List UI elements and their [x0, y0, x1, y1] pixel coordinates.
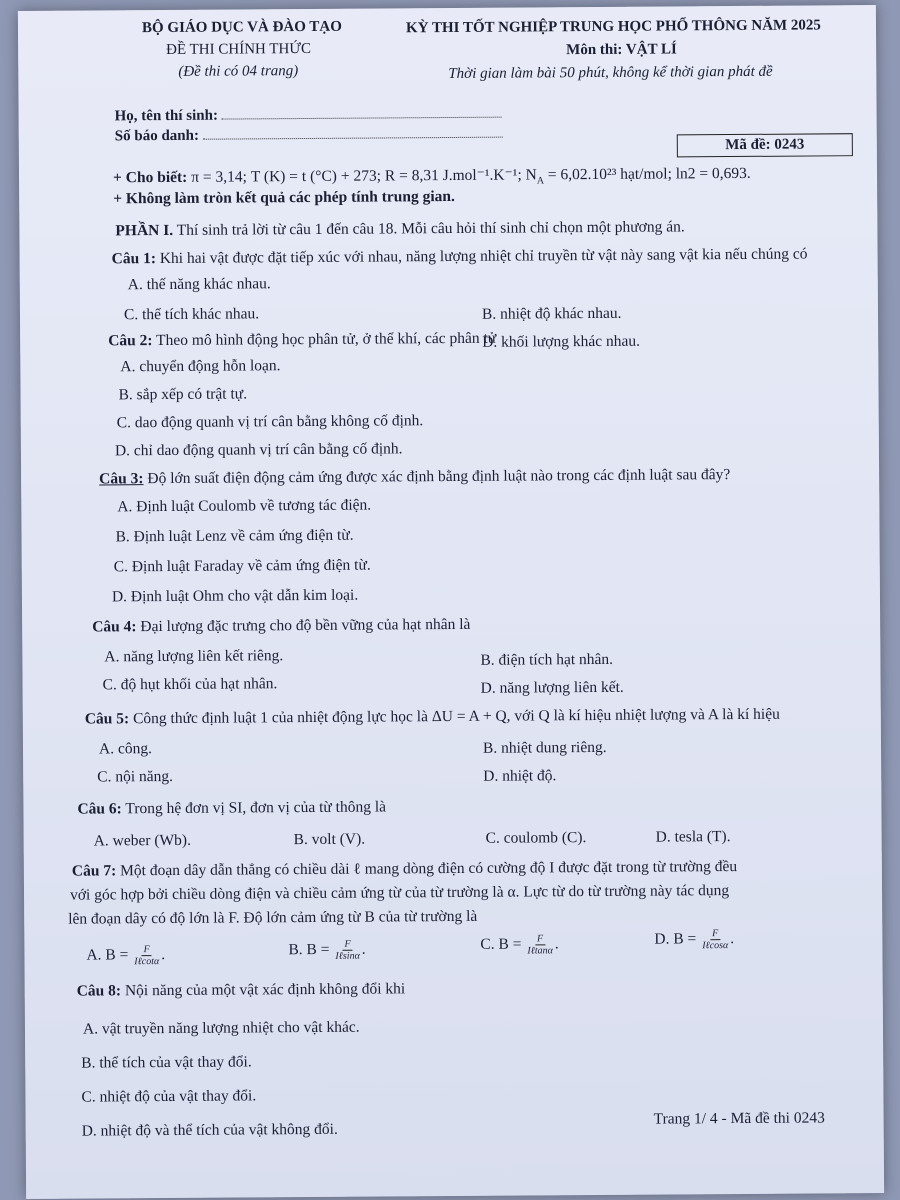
q7-c-suffix: .	[554, 935, 559, 953]
given-label: + Cho biết:	[112, 168, 188, 187]
q7-c-prefix: C. B =	[480, 935, 522, 953]
q8-option-c[interactable]: C. nhiệt độ của vật thay đổi.	[81, 1087, 257, 1106]
q4-option-b[interactable]: B. điện tích hạt nhân.	[480, 650, 614, 669]
q4-text: Đại lượng đặc trưng cho độ bền vững của hạt nhân là	[140, 615, 471, 636]
q1-option-c[interactable]: C. thể tích khác nhau.	[123, 305, 260, 324]
q7-option-d[interactable]	[654, 928, 734, 952]
q7-b-prefix: B. B =	[288, 940, 330, 959]
q7-option-c[interactable]	[480, 933, 558, 957]
q7-b-denominator: Iℓsinα	[335, 950, 360, 962]
q7-c-denominator: Iℓtanα	[527, 945, 553, 957]
q5-label: Câu 5:	[84, 710, 130, 728]
q2-stem	[108, 330, 496, 351]
q6-stem	[77, 798, 386, 818]
q7-c-numerator: F	[535, 933, 545, 945]
given-constants-tail: = 6,02.10²³ hạt/mol; ln2 = 0,693.	[543, 164, 751, 184]
q7-label: Câu 7:	[71, 862, 117, 880]
candidate-id-field[interactable]	[203, 137, 503, 140]
q1-option-b[interactable]: B. nhiệt độ khác nhau.	[481, 304, 622, 323]
q7-a-suffix: .	[161, 946, 166, 964]
given-sub: A	[536, 175, 545, 187]
q3-label: Câu 3:	[99, 470, 144, 488]
exam-time: Thời gian làm bài 50 phút, không kể thời gian phát đề	[448, 63, 773, 83]
q7-d-fraction	[700, 928, 730, 951]
q5-option-b[interactable]: B. nhiệt dung riêng.	[482, 738, 607, 757]
q1-text: Khi hai vật được đặt tiếp xúc với nhau, năng lượng nhiệt chỉ truyền từ vật này sang vật kia nếu chúng có	[159, 245, 808, 268]
candidate-id-label: Số báo danh:	[114, 127, 200, 145]
q1-option-a[interactable]: A. thế năng khác nhau.	[127, 275, 271, 294]
candidate-name-label: Họ, tên thí sinh:	[114, 107, 219, 125]
q4-option-c[interactable]: C. độ hụt khối của hạt nhân.	[102, 675, 278, 694]
candidate-name-field[interactable]	[222, 117, 502, 120]
q5-option-c[interactable]: C. nội năng.	[97, 767, 174, 786]
q5-option-d[interactable]: D. nhiệt độ.	[483, 767, 557, 785]
candidate-name-row	[115, 106, 502, 126]
q7-stem-line-2: với góc hợp bởi chiều dòng điện và chiều cảm ứng từ của từ trường là α. Lực từ do từ trường này tác dụng	[69, 882, 730, 904]
q3-option-a[interactable]: A. Định luật Coulomb về tương tác điện.	[117, 496, 372, 516]
q2-text: Theo mô hình động học phân tử, ở thể khí, các phân tử	[156, 329, 497, 350]
q4-label: Câu 4:	[92, 618, 137, 636]
q8-option-a[interactable]: A. vật truyền năng lượng nhiệt cho vật khác.	[82, 1018, 360, 1038]
q1-label: Câu 1:	[111, 250, 157, 268]
part1-label: PHẦN I.	[115, 221, 174, 240]
q6-option-d[interactable]: D. tesla (T).	[655, 828, 731, 846]
q8-text: Nội năng của một vật xác định không đổi khi	[124, 980, 406, 1000]
part1-text: Thí sinh trả lời từ câu 1 đến câu 18. Mỗi câu hỏi thí sinh chỉ chọn một phương án.	[176, 218, 685, 239]
pages-note: (Đề thi có 04 trang)	[178, 63, 299, 80]
q3-stem	[99, 466, 730, 488]
q2-option-a[interactable]: A. chuyển động hỗn loạn.	[120, 357, 281, 376]
q3-option-d[interactable]: D. Định luật Ohm cho vật dẫn kim loại.	[111, 586, 359, 606]
q7-a-numerator: F	[142, 944, 152, 956]
subject: Môn thi: VẬT LÍ	[566, 41, 677, 59]
q6-option-a[interactable]: A. weber (Wb).	[93, 831, 191, 850]
q6-option-b[interactable]: B. volt (V).	[293, 830, 366, 849]
q4-option-a[interactable]: A. năng lượng liên kết riêng.	[104, 647, 284, 666]
q2-option-c[interactable]: C. dao động quanh vị trí cân bằng không cố định.	[116, 412, 424, 432]
q7-b-numerator: F	[342, 939, 352, 951]
q5-option-a[interactable]: A. công.	[98, 740, 153, 758]
exam-title: KỲ THI TỐT NGHIỆP TRUNG HỌC PHỔ THÔNG NĂM 2025	[405, 17, 821, 37]
q2-option-d[interactable]: D. chỉ dao động quanh vị trí cân bằng cố định.	[114, 440, 403, 460]
q7-d-numerator: F	[710, 928, 720, 940]
q6-label: Câu 6:	[77, 800, 122, 818]
q7-text-1: Một đoạn dây dẫn thẳng có chiều dài ℓ mang dòng điện có cường độ I được đặt trong từ trường đều	[120, 858, 738, 880]
q7-stem-line-3: lên đoạn dây có độ lớn là F. Độ lớn cảm ứng từ B của từ trường là	[68, 907, 478, 928]
q7-a-denominator: Iℓcotα	[134, 956, 160, 968]
q3-text: Độ lớn suất điện động cảm ứng được xác định bằng định luật nào trong các định luật sau đây?	[147, 466, 731, 488]
exam-paper	[18, 5, 884, 1199]
q4-stem	[92, 616, 470, 637]
q2-option-b[interactable]: B. sắp xếp có trật tự.	[118, 385, 248, 404]
q8-option-d[interactable]: D. nhiệt độ và thể tích của vật không đổi.	[81, 1120, 338, 1140]
q6-text: Trong hệ đơn vị SI, đơn vị của từ thông là	[125, 798, 387, 818]
q8-stem	[77, 980, 406, 1000]
q1-option-d[interactable]: D. khối lượng khác nhau.	[482, 332, 641, 351]
q5-stem	[85, 706, 780, 729]
page-footer: Trang 1/ 4 - Mã đề thi 0243	[653, 1109, 825, 1128]
q7-b-suffix: .	[361, 940, 366, 958]
q5-text: Công thức định luật 1 của nhiệt động lực học là ΔU = A + Q, với Q là kí hiệu nhiệt lượng và A là kí hiệu	[132, 705, 780, 728]
q7-b-fraction	[333, 939, 362, 962]
part1-instructions	[115, 218, 684, 240]
q1-stem	[112, 246, 808, 269]
given-constants: π = 3,14; T (K) = t (°C) + 273; R = 8,31 J.mol⁻¹.K⁻¹; N	[191, 166, 537, 186]
q7-option-a[interactable]	[86, 944, 165, 968]
q7-c-fraction	[525, 933, 555, 956]
q7-d-denominator: Iℓcosα	[702, 940, 729, 952]
official-label: ĐỀ THI CHÍNH THỨC	[166, 40, 312, 58]
q4-option-d[interactable]: D. năng lượng liên kết.	[480, 678, 624, 697]
q7-d-suffix: .	[730, 930, 735, 948]
given-line-1	[113, 164, 751, 190]
given-line-2: + Không làm tròn kết quả các phép tính trung gian.	[113, 187, 455, 208]
q8-label: Câu 8:	[76, 982, 122, 1000]
q3-option-b[interactable]: B. Định luật Lenz về cảm ứng điện từ.	[115, 526, 354, 546]
q7-stem-line-1	[72, 858, 737, 881]
q6-option-c[interactable]: C. coulomb (C).	[485, 829, 587, 847]
q2-label: Câu 2:	[108, 332, 153, 350]
q7-a-prefix: A. B =	[86, 946, 129, 964]
q3-option-c[interactable]: C. Định luật Faraday về cảm ứng điện từ.	[113, 556, 371, 576]
ministry-name: BỘ GIÁO DỤC VÀ ĐÀO TẠO	[141, 18, 342, 37]
q7-d-prefix: D. B =	[654, 930, 697, 948]
candidate-id-row	[115, 126, 503, 146]
q7-a-fraction	[132, 944, 161, 967]
exam-code-box: Mã đề: 0243	[677, 133, 853, 157]
q7-option-b[interactable]	[288, 939, 365, 963]
q8-option-b[interactable]: B. thể tích của vật thay đổi.	[81, 1053, 252, 1072]
